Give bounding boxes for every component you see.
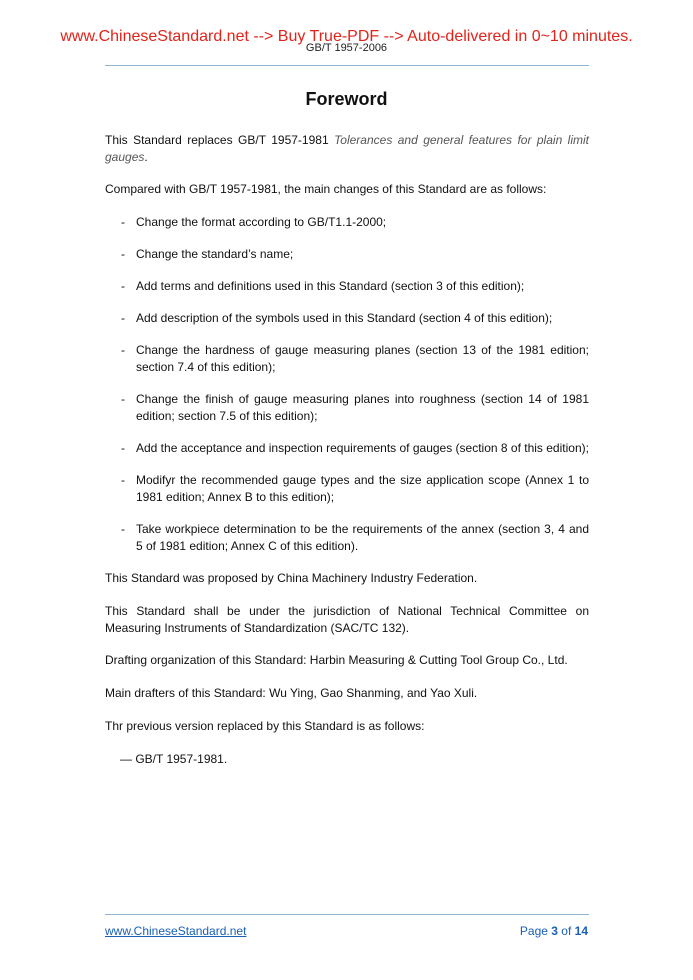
page-of: of bbox=[557, 924, 575, 938]
page-current: 3 bbox=[551, 924, 558, 938]
previous-version-intro: Thr previous version replaced by this Standard is as follows: bbox=[105, 719, 425, 733]
list-item bbox=[105, 310, 589, 327]
jurisdiction: This Standard shall be under the jurisdiction of National Technical Committee on Measuring Instruments of Standardization (SAC/TC 132). bbox=[105, 604, 589, 635]
list-item bbox=[105, 472, 589, 506]
list-item bbox=[105, 391, 589, 425]
change-text: Change the format according to GB/T1.1-2000; bbox=[136, 215, 387, 229]
foreword-body bbox=[105, 132, 589, 783]
changes-list bbox=[105, 214, 589, 555]
dash-bullet: - bbox=[121, 392, 125, 406]
change-text: Change the finish of gauge measuring planes into roughness (section 14 of 1981 edition; section 7.5 of this edition); bbox=[136, 392, 589, 423]
change-text: Add the acceptance and inspection requirements of gauges (section 8 of this edition); bbox=[136, 441, 589, 455]
page-title: Foreword bbox=[305, 89, 388, 109]
replaces-suffix: . bbox=[144, 150, 148, 164]
dash-bullet: - bbox=[121, 343, 125, 357]
dash-bullet: - bbox=[121, 441, 125, 455]
change-text: Add description of the symbols used in this Standard (section 4 of this edition); bbox=[136, 311, 553, 325]
previous-version-item: — GB/T 1957-1981. bbox=[120, 752, 228, 766]
header-standard-code: GB/T 1957-2006 bbox=[305, 42, 388, 54]
dash-bullet: - bbox=[121, 247, 125, 261]
list-item bbox=[105, 521, 589, 555]
list-item bbox=[105, 342, 589, 376]
dash-bullet: - bbox=[121, 215, 125, 229]
list-item bbox=[105, 214, 589, 231]
list-item bbox=[105, 278, 589, 295]
change-text: Modifyr the recommended gauge types and the size application scope (Annex 1 to 1981 edition; Annex B to this edition); bbox=[136, 473, 589, 504]
changes-intro: Compared with GB/T 1957-1981, the main changes of this Standard are as follows: bbox=[105, 182, 547, 196]
change-text: Add terms and definitions used in this Standard (section 3 of this edition); bbox=[136, 279, 525, 293]
header-divider bbox=[105, 65, 589, 66]
page-label: Page bbox=[519, 924, 552, 938]
change-text: Take workpiece determination to be the requirements of the annex (section 3, 4 and 5 of 1981 edition; Annex C of this edition). bbox=[136, 522, 589, 553]
list-item bbox=[105, 246, 589, 263]
replaces-paragraph bbox=[105, 132, 589, 166]
proposed-by: This Standard was proposed by China Machinery Industry Federation. bbox=[105, 571, 478, 585]
list-item bbox=[105, 440, 589, 457]
promo-banner[interactable]: www.ChineseStandard.net --> Buy True-PDF --> Auto-delivered in 0~10 minutes. bbox=[60, 28, 633, 45]
change-text: Change the hardness of gauge measuring planes (section 13 of the 1981 edition; section 7.4 of this edition); bbox=[136, 343, 589, 374]
replaces-prefix: This Standard replaces GB/T 1957-1981 bbox=[105, 133, 335, 147]
replaced-standard-title: Tolerances and general features for plain limit gauges bbox=[105, 133, 589, 164]
page-total: 14 bbox=[574, 924, 588, 938]
footer-divider bbox=[105, 914, 589, 915]
dash-bullet: - bbox=[121, 311, 125, 325]
main-drafters: Main drafters of this Standard: Wu Ying, Gao Shanming, and Yao Xuli. bbox=[105, 686, 478, 700]
footer-website-link[interactable]: www.ChineseStandard.net bbox=[105, 924, 247, 938]
dash-bullet: - bbox=[121, 473, 125, 487]
change-text: Change the standard’s name; bbox=[136, 247, 294, 261]
dash-bullet: - bbox=[121, 279, 125, 293]
drafting-organization: Drafting organization of this Standard: Harbin Measuring & Cutting Tool Group Co., Ltd. bbox=[105, 653, 568, 667]
dash-bullet: - bbox=[121, 522, 125, 536]
page-number bbox=[520, 924, 588, 938]
